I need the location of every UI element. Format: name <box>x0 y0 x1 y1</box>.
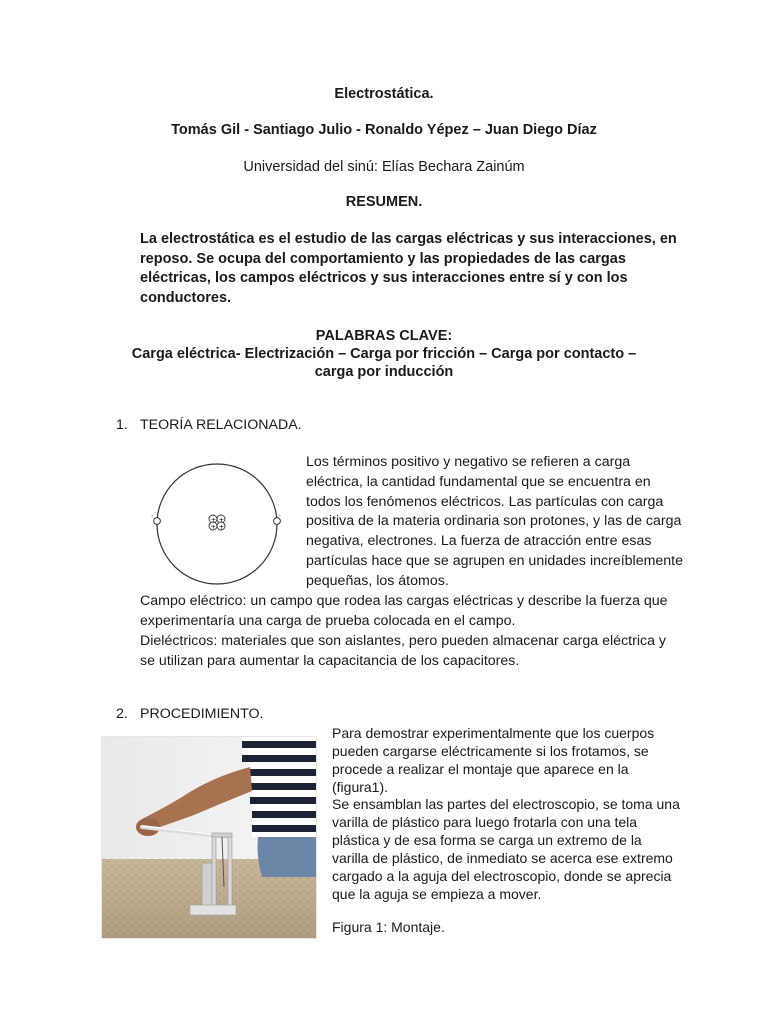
paper-title: Electrostática. <box>334 86 434 102</box>
figure-caption: Figura 1: Montaje. <box>332 919 445 935</box>
proton-sign: + <box>210 515 217 524</box>
section-number: 2. <box>116 706 128 722</box>
electric-field-definition: Campo eléctrico: un campo que rodea las cargas eléctricas y describe la fuerza que experimentaría una carga de prueba colocada en el campo. <box>140 593 668 629</box>
author-list: Tomás Gil - Santiago Julio - Ronaldo Yépez – Juan Diego Díaz <box>171 122 597 138</box>
abstract-heading: RESUMEN. <box>345 194 423 210</box>
dielectric-definition: Dieléctricos: materiales que son aislantes, pero pueden almacenar carga eléctrica y se utilizan para aumentar la capacitancia de los capacitores. <box>140 633 666 669</box>
proton-sign: + <box>210 522 217 531</box>
keywords-line-1: Carga eléctrica- Electrización – Carga por fricción – Carga por contacto – <box>131 346 637 362</box>
section-heading-procedure <box>116 706 264 722</box>
electron-sign-left: - <box>151 511 154 520</box>
electron-sign-right: - <box>278 511 281 520</box>
keywords-line-2: carga por inducción <box>314 364 454 380</box>
jeans <box>258 837 318 877</box>
electron-left <box>154 518 161 525</box>
procedure-paragraph-2: Se ensamblan las partes del electroscopio, se toma una varilla de plástico para luego frotarla con una tela plástica y de esa forma se carga un extremo de la varilla de plástico, de inmediato se acerca ese extremo cargado a la aguja del electroscopio, donde se aprecia que la aguja se empieza a mover. <box>332 796 680 902</box>
electroscope-setup-image <box>102 737 317 939</box>
abstract-text: La electrostática es el estudio de las cargas eléctricas y sus interacciones, en reposo. Se ocupa del comportamiento y las propiedades de las cargas eléctricas, los campos eléctricos y sus interacciones entre sí y con los conductores. <box>140 231 677 306</box>
section-heading-theory <box>116 417 302 433</box>
experiment-photo <box>101 736 317 939</box>
section-title: PROCEDIMIENTO. <box>140 706 264 722</box>
atom-diagram <box>147 463 287 587</box>
university-affiliation: Universidad del sinú: Elías Bechara Zainúm <box>243 159 525 175</box>
proton-sign: + <box>218 522 225 531</box>
electron-orbit <box>157 464 277 584</box>
striped-shirt <box>242 737 317 837</box>
procedure-paragraph-1: Para demostrar experimentalmente que los cuerpos pueden cargarse eléctricamente si los frotamos, se procede a realizar el montaje que aparece en la (figura1). <box>332 725 655 795</box>
section-title: TEORÍA RELACIONADA. <box>140 417 302 433</box>
section-number: 1. <box>116 417 128 433</box>
proton-sign: + <box>218 515 225 524</box>
nucleus <box>209 515 225 531</box>
keywords-heading: PALABRAS CLAVE: <box>315 328 453 344</box>
theory-paragraph: Los términos positivo y negativo se refieren a carga eléctrica, la cantidad fundamental que se encuentra en todos los fenómenos eléctricos. Las partículas con carga positiva de la materia ordinaria son protones, y las de carga negativa, electrones. La fuerza de atracción entre esas partículas hace que se agrupen en unidades increíblemente pequeñas, los átomos. <box>306 454 684 589</box>
